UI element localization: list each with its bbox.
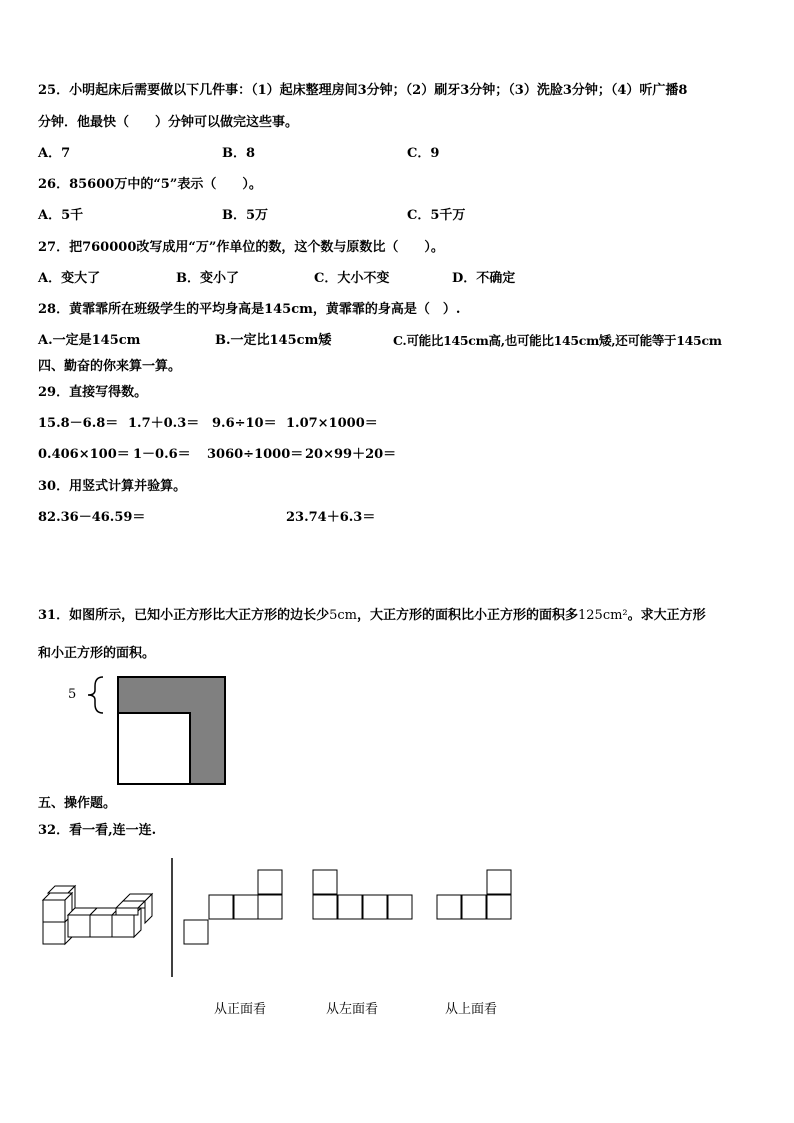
q31-line1: 31．如图所示，已知小正方形比大正方形的边长少5cm，大正方形的面积比小正方形的面积多125cm²。求大正方形 [38,608,706,623]
q32-stem: 32．看一看,连一连. [38,823,157,838]
q26-stem: 26．85600万中的“5”表示（ ）。 [38,177,262,192]
view-shape-2 [313,870,412,919]
view-label-top[interactable]: 从上面看 [445,1002,498,1017]
q29-expr: 0.406×100＝ [38,447,130,462]
q26-option-b[interactable]: B．5万 [222,208,269,223]
view-label-left[interactable]: 从左面看 [326,1002,379,1017]
q26-option-a[interactable]: A．5千 [38,208,84,223]
view-shape-3 [437,870,511,919]
q27-stem: 27．把760000改写成用“万”作单位的数，这个数与原数比（ ）。 [38,240,444,255]
cube-assembly [43,886,152,944]
q25-option-b[interactable]: B．8 [222,146,256,161]
view-shape-1 [184,870,282,944]
q31-line2: 和小正方形的面积。 [38,646,156,661]
q29-expr: 3060÷1000＝ [207,447,304,462]
q29-expr: 15.8－6.8＝ [38,416,119,431]
q31-figure-label: 5 [68,687,77,702]
q27-option-c[interactable]: C．大小不变 [314,271,390,286]
big-square [118,677,225,784]
q29-expr: 20×99＋20＝ [305,447,397,462]
q25-option-c[interactable]: C．9 [407,146,440,161]
brace-icon [88,677,103,713]
q27-option-d[interactable]: D．不确定 [452,271,516,286]
q28-stem: 28．黄霏霏所在班级学生的平均身高是145cm，黄霏霏的身高是（ ）. [38,302,461,317]
q31-unit-125cm2: 125cm² [578,608,628,623]
q30-expr: 23.74＋6.3＝ [286,510,376,525]
q28-option-a[interactable]: A.一定是145cm [38,333,141,348]
q25-line2: 分钟．他最快（ ）分钟可以做完这些事。 [38,115,299,130]
q31-unit-5cm: 5cm [329,608,357,623]
small-square [118,713,190,784]
q29-expr: 1.7＋0.3＝ [128,416,200,431]
q29-expr: 9.6÷10＝ [212,416,277,431]
q25-line1: 25．小明起床后需要做以下几件事：（1）起床整理房间3分钟；（2）刷牙3分钟；（3）洗脸3分钟；（4）听广播8 [38,83,688,98]
q29-expr: 1－0.6＝ [133,447,191,462]
q27-option-b[interactable]: B．变小了 [176,271,239,286]
q28-option-b[interactable]: B.一定比145cm矮 [215,333,332,348]
q27-option-a[interactable]: A．变大了 [38,271,101,286]
q29-stem: 29．直接写得数。 [38,385,148,400]
section5-title: 五、操作题。 [38,796,117,811]
q29-expr: 1.07×1000＝ [286,416,378,431]
view-label-front[interactable]: 从正面看 [214,1002,267,1017]
q28-option-c[interactable]: C.可能比145cm高,也可能比145cm矮,还可能等于145cm [393,333,722,348]
q30-expr: 82.36－46.59＝ [38,510,146,525]
q25-option-a[interactable]: A．7 [38,146,71,161]
section4-title: 四、勤奋的你来算一算。 [38,359,182,374]
q30-stem: 30．用竖式计算并验算。 [38,479,187,494]
q26-option-c[interactable]: C．5千万 [407,208,466,223]
